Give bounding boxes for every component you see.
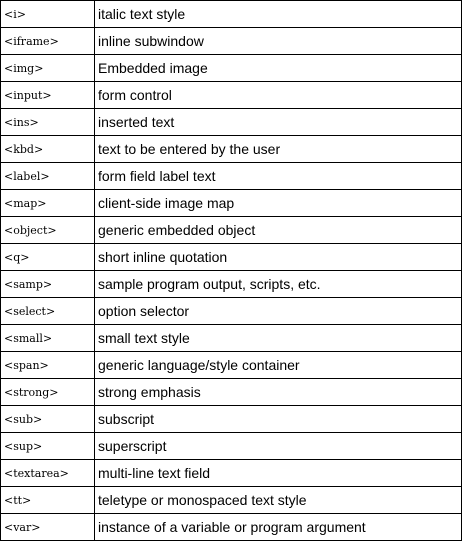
table-row	[1, 163, 462, 190]
tag-cell: <i>	[1, 1, 95, 28]
tag-cell: <textarea>	[1, 460, 95, 487]
description-cell: form control	[95, 82, 462, 109]
table-row	[1, 433, 462, 460]
description-cell: superscript	[95, 433, 462, 460]
description-cell: inserted text	[95, 109, 462, 136]
tag-cell: <samp>	[1, 271, 95, 298]
table-row	[1, 1, 462, 28]
tag-cell: <iframe>	[1, 28, 95, 55]
tag-cell: <ins>	[1, 109, 95, 136]
description-cell: text to be entered by the user	[95, 136, 462, 163]
tag-cell: <input>	[1, 82, 95, 109]
tag-table-body	[1, 1, 462, 541]
description-cell: option selector	[95, 298, 462, 325]
tag-cell: <span>	[1, 352, 95, 379]
description-cell: generic embedded object	[95, 217, 462, 244]
description-cell: inline subwindow	[95, 28, 462, 55]
table-row	[1, 352, 462, 379]
tag-cell: <var>	[1, 514, 95, 541]
description-cell: instance of a variable or program argument	[95, 514, 462, 541]
tag-cell: <map>	[1, 190, 95, 217]
description-cell: teletype or monospaced text style	[95, 487, 462, 514]
tag-cell: <sup>	[1, 433, 95, 460]
tag-cell: <small>	[1, 325, 95, 352]
table-row	[1, 271, 462, 298]
tag-cell: <label>	[1, 163, 95, 190]
table-row	[1, 217, 462, 244]
description-cell: italic text style	[95, 1, 462, 28]
tag-cell: <strong>	[1, 379, 95, 406]
tag-cell: <q>	[1, 244, 95, 271]
tag-cell: <tt>	[1, 487, 95, 514]
table-row	[1, 244, 462, 271]
description-cell: small text style	[95, 325, 462, 352]
description-cell: generic language/style container	[95, 352, 462, 379]
tag-cell: <object>	[1, 217, 95, 244]
table-row	[1, 298, 462, 325]
description-cell: short inline quotation	[95, 244, 462, 271]
table-row	[1, 190, 462, 217]
description-cell: strong emphasis	[95, 379, 462, 406]
tag-cell: <select>	[1, 298, 95, 325]
table-row	[1, 379, 462, 406]
tag-cell: <kbd>	[1, 136, 95, 163]
description-cell: form field label text	[95, 163, 462, 190]
description-cell: client-side image map	[95, 190, 462, 217]
table-row	[1, 325, 462, 352]
table-row	[1, 28, 462, 55]
table-row	[1, 82, 462, 109]
tag-cell: <img>	[1, 55, 95, 82]
description-cell: subscript	[95, 406, 462, 433]
table-row	[1, 514, 462, 541]
description-cell: multi-line text field	[95, 460, 462, 487]
table-row	[1, 460, 462, 487]
table-row	[1, 109, 462, 136]
table-row	[1, 406, 462, 433]
description-cell: sample program output, scripts, etc.	[95, 271, 462, 298]
tag-cell: <sub>	[1, 406, 95, 433]
table-row	[1, 136, 462, 163]
table-row	[1, 487, 462, 514]
table-row	[1, 55, 462, 82]
description-cell: Embedded image	[95, 55, 462, 82]
